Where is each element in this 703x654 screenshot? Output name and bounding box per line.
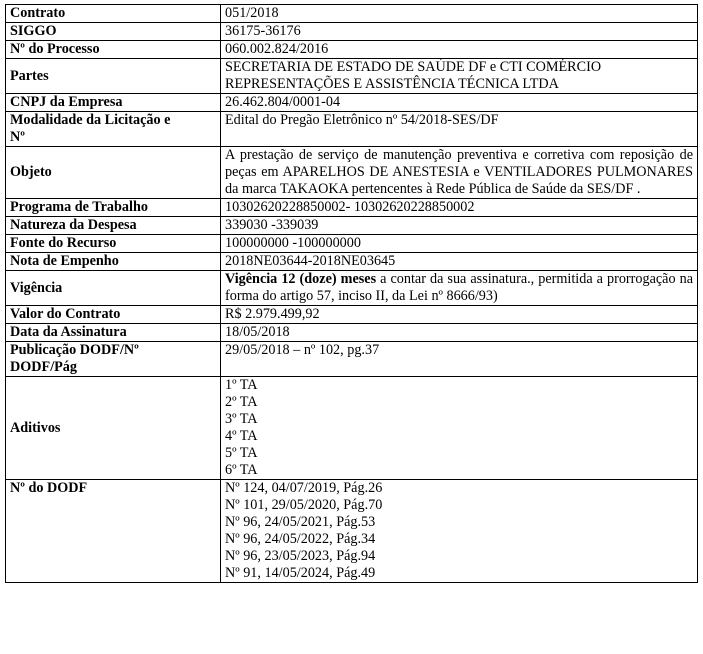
dodf-item: Nº 124, 04/07/2019, Pág.26 bbox=[225, 480, 383, 496]
row-natureza bbox=[6, 217, 698, 235]
row-partes bbox=[6, 59, 698, 94]
row-contrato bbox=[6, 5, 698, 23]
value-natureza: 339030 -339039 bbox=[221, 217, 698, 235]
value-dodf bbox=[221, 480, 698, 583]
label-dodf: Nº do DODF bbox=[6, 480, 221, 583]
value-cnpj: 26.462.804/0001-04 bbox=[221, 94, 698, 112]
aditivo-item: 6º TA bbox=[225, 462, 258, 478]
label-fonte: Fonte do Recurso bbox=[6, 235, 221, 253]
vigencia-rest: a contar da sua assinatura., permitida a prorrogação na forma do artigo 57, inciso II, da Lei nº 8666/93) bbox=[225, 271, 693, 304]
dodf-item: Nº 96, 23/05/2023, Pág.94 bbox=[225, 548, 376, 564]
row-cnpj bbox=[6, 94, 698, 112]
value-objeto: A prestação de serviço de manutenção preventiva e corretiva com reposição de peças em APARELHOS DE ANESTESIA e VENTILADORES PULMONARES da marca TAKAOKA pertencentes à Rede Pública de Saúde da SES/DF . bbox=[221, 147, 698, 199]
label-siggo: SIGGO bbox=[6, 23, 221, 41]
contract-summary-table bbox=[5, 4, 698, 583]
aditivo-item: 1º TA bbox=[225, 377, 258, 393]
row-publicacao bbox=[6, 342, 698, 377]
label-partes: Partes bbox=[6, 59, 221, 94]
value-modalidade: Edital do Pregão Eletrônico nº 54/2018-SES/DF bbox=[221, 112, 698, 147]
value-partes bbox=[221, 59, 698, 94]
row-assinatura bbox=[6, 324, 698, 342]
label-natureza: Natureza da Despesa bbox=[6, 217, 221, 235]
modalidade-label-line: Modalidade da Licitação e bbox=[10, 112, 171, 128]
publicacao-label-line: DODF/Pág bbox=[10, 359, 77, 375]
aditivo-item: 3º TA bbox=[225, 411, 258, 427]
aditivo-item: 5º TA bbox=[225, 445, 258, 461]
value-programa: 10302620228850002- 10302620228850002 bbox=[221, 199, 698, 217]
label-contrato: Contrato bbox=[6, 5, 221, 23]
label-cnpj: CNPJ da Empresa bbox=[6, 94, 221, 112]
row-empenho bbox=[6, 253, 698, 271]
value-fonte: 100000000 -100000000 bbox=[221, 235, 698, 253]
row-dodf bbox=[6, 480, 698, 583]
vigencia-bold: Vigência 12 (doze) meses bbox=[225, 271, 377, 287]
label-programa: Programa de Trabalho bbox=[6, 199, 221, 217]
dodf-item: Nº 91, 14/05/2024, Pág.49 bbox=[225, 565, 376, 581]
modalidade-label-line: Nº bbox=[10, 129, 25, 145]
value-valor: R$ 2.979.499,92 bbox=[221, 306, 698, 324]
partes-line: SECRETARIA DE ESTADO DE SAÚDE DF e CTI COMÉRCIO bbox=[225, 59, 602, 75]
row-siggo bbox=[6, 23, 698, 41]
label-empenho: Nota de Empenho bbox=[6, 253, 221, 271]
label-assinatura: Data da Assinatura bbox=[6, 324, 221, 342]
row-programa bbox=[6, 199, 698, 217]
value-siggo: 36175-36176 bbox=[221, 23, 698, 41]
row-processo bbox=[6, 41, 698, 59]
label-aditivos: Aditivos bbox=[6, 377, 221, 480]
dodf-item: Nº 96, 24/05/2021, Pág.53 bbox=[225, 514, 376, 530]
publicacao-label-line: Publicação DODF/Nº bbox=[10, 342, 139, 358]
label-valor: Valor do Contrato bbox=[6, 306, 221, 324]
row-fonte bbox=[6, 235, 698, 253]
value-contrato: 051/2018 bbox=[221, 5, 698, 23]
row-vigencia bbox=[6, 271, 698, 306]
aditivo-item: 2º TA bbox=[225, 394, 258, 410]
row-modalidade bbox=[6, 112, 698, 147]
label-publicacao bbox=[6, 342, 221, 377]
dodf-item: Nº 101, 29/05/2020, Pág.70 bbox=[225, 497, 383, 513]
value-processo: 060.002.824/2016 bbox=[221, 41, 698, 59]
row-valor bbox=[6, 306, 698, 324]
row-objeto bbox=[6, 147, 698, 199]
label-vigencia: Vigência bbox=[6, 271, 221, 306]
label-processo: Nº do Processo bbox=[6, 41, 221, 59]
aditivo-item: 4º TA bbox=[225, 428, 258, 444]
label-modalidade bbox=[6, 112, 221, 147]
value-aditivos bbox=[221, 377, 698, 480]
value-assinatura: 18/05/2018 bbox=[221, 324, 698, 342]
value-vigencia bbox=[221, 271, 698, 306]
value-empenho: 2018NE03644-2018NE03645 bbox=[221, 253, 698, 271]
partes-line: REPRESENTAÇÕES E ASSISTÊNCIA TÉCNICA LTDA bbox=[225, 76, 559, 92]
row-aditivos bbox=[6, 377, 698, 480]
label-objeto: Objeto bbox=[6, 147, 221, 199]
dodf-item: Nº 96, 24/05/2022, Pág.34 bbox=[225, 531, 376, 547]
value-publicacao: 29/05/2018 – nº 102, pg.37 bbox=[221, 342, 698, 377]
